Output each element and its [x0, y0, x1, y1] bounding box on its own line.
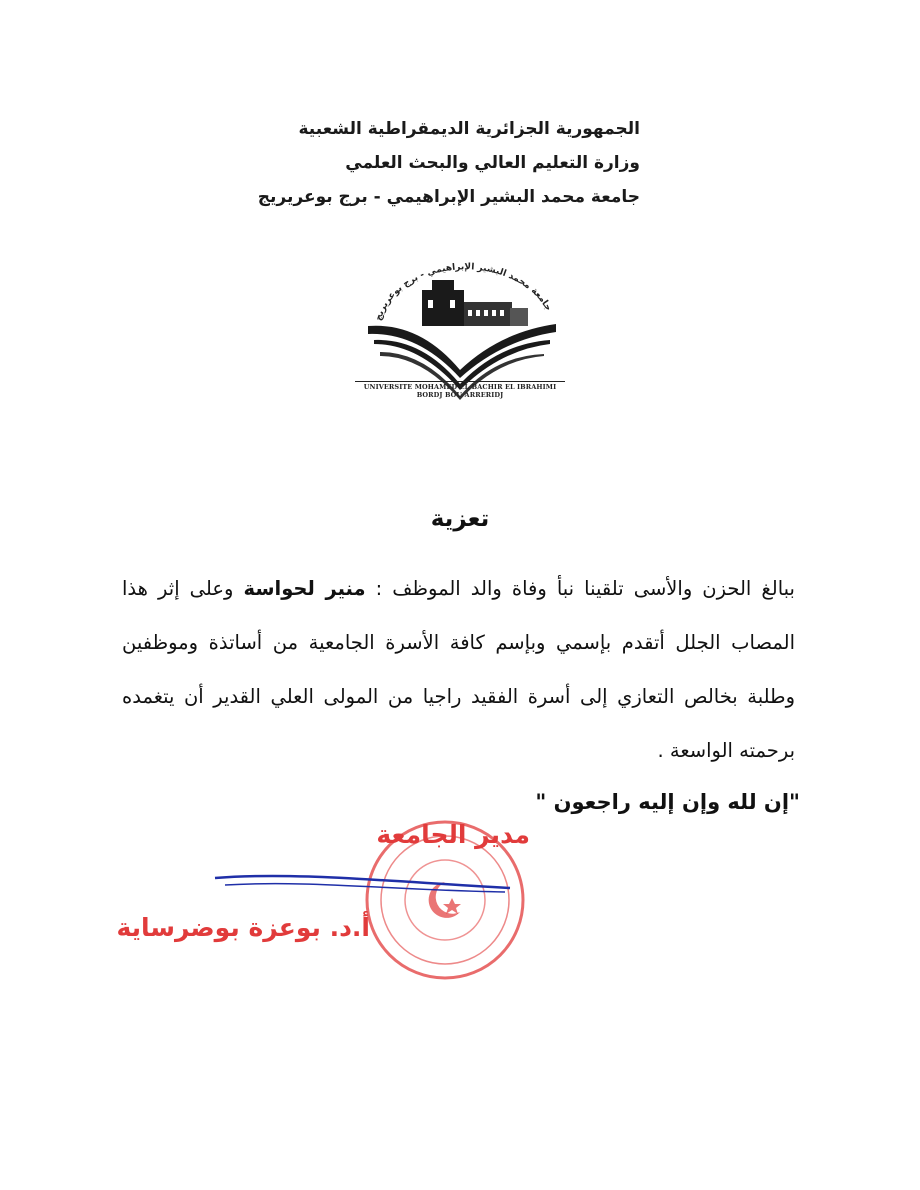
document-header: [230, 112, 640, 214]
logo-caption-line1: UNIVERSITE MOHAMED EL BACHIR EL IBRAHIMI: [355, 381, 565, 391]
quran-verse: "إن لله وإن إليه راجعون ": [535, 790, 800, 814]
header-republic: الجمهورية الجزائرية الديمقراطية الشعبية: [298, 119, 640, 139]
paragraph-part1: ببالغ الحزن والأسى تلقينا نبأ وفاة والد الموظف :: [365, 577, 795, 600]
logo-arc-text: جامعة محمد البشير الإبراهيمي - برج بوعريريج: [373, 262, 554, 322]
header-university: جامعة محمد البشير الإبراهيمي - برج بوعريريج: [257, 187, 640, 207]
signature-title: مدير الجامعة: [376, 820, 530, 849]
employee-name: منير لحواسة: [243, 577, 366, 600]
paragraph-part2: وعلى إثر هذا المصاب الجلل أتقدم بإسمي وبإسم كافة الأسرة الجامعية من أساتذة وموظفين وطلبة بخالص التعازي إلى أسرة الفقيد راجيا من المولى العلي القدير أن يتغمده برحمته الواسعة .: [122, 577, 795, 762]
signature-name: أ.د. بوعزة بوضرساية: [116, 913, 370, 942]
header-ministry: وزارة التعليم العالي والبحث العلمي: [345, 153, 640, 173]
page-title: تعزية: [430, 506, 490, 532]
logo-caption: [355, 381, 565, 399]
condolence-paragraph: [122, 562, 795, 778]
logo-caption-line2: BORDJ BOU ARRERIDJ: [416, 391, 504, 399]
university-logo: [360, 252, 560, 402]
